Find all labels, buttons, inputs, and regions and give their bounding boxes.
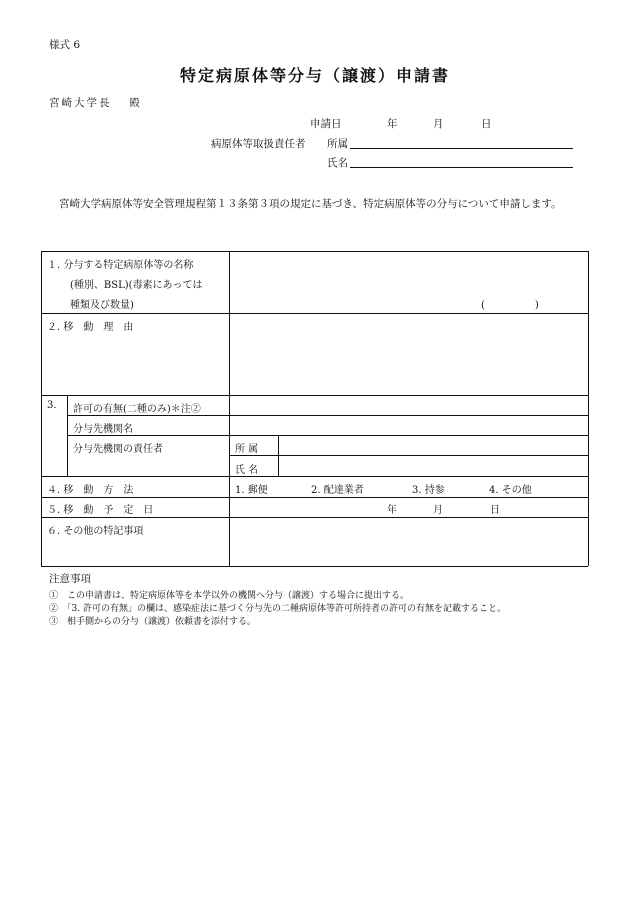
affiliation-field[interactable] xyxy=(350,148,573,149)
note-item: ① この申請書は、特定病原体等を本学以外の機関へ分与（譲渡）する場合に提出する。 xyxy=(49,591,410,601)
form-number: 様式 6 xyxy=(49,39,81,51)
row1-quantity-parentheses[interactable]: ( ) xyxy=(481,300,539,311)
row3-org-label: 分与先機関名 xyxy=(73,424,133,435)
table-line xyxy=(67,395,68,476)
manager-label: 病原体等取扱責任者 xyxy=(211,138,306,150)
affiliation-label: 所属 xyxy=(327,138,348,150)
option-courier[interactable]: 2. 配達業者 xyxy=(311,485,364,496)
row2-label: ２. 移 動 理 由 xyxy=(47,322,134,333)
row1-label-line3: 種類及び数量) xyxy=(70,300,134,311)
name-field[interactable] xyxy=(350,167,573,168)
body-text: 宮崎大学病原体等安全管理規程第１３条第３項の規定に基づき、特定病原体等の分与について申請します。 xyxy=(59,198,562,210)
addressee: 宮崎大学長 殿 xyxy=(49,97,142,109)
name-label: 氏名 xyxy=(327,157,348,169)
table-line xyxy=(67,435,588,436)
table-line xyxy=(229,455,588,456)
date-year-label: 年 xyxy=(387,118,398,130)
note-item: ② 「3. 許可の有無」の欄は、感染症法に基づく分与先の二種病原体等許可所持者の許可の有無を記載すること。 xyxy=(49,604,506,614)
table-border-top xyxy=(41,251,588,252)
row5-day-label: 日 xyxy=(490,505,500,516)
row3-affiliation-label: 所 属 xyxy=(235,444,259,455)
table-line xyxy=(229,251,230,566)
row3-permit-label: 許可の有無(二種のみ)＊注② xyxy=(73,404,201,415)
row5-label: ５. 移 動 予 定 日 xyxy=(47,505,154,516)
notes-title: 注意事項 xyxy=(49,573,91,585)
option-mail[interactable]: 1. 郵便 xyxy=(235,485,268,496)
row6-label: ６. その他の特記事項 xyxy=(47,526,144,537)
table-line xyxy=(41,476,588,477)
table-line xyxy=(41,497,588,498)
page-title: 特定病原体等分与（譲渡）申請書 xyxy=(179,66,450,85)
table-line xyxy=(41,395,588,396)
date-month-label: 月 xyxy=(433,118,444,130)
date-label: 申請日 xyxy=(310,118,342,130)
row1-label-line2: (種別、BSL)(毒素にあっては xyxy=(70,280,203,291)
row3-manager-label: 分与先機関の責任者 xyxy=(73,444,163,455)
note-item: ③ 相手側からの分与（譲渡）依頼書を添付する。 xyxy=(49,617,257,627)
row3-name-label: 氏 名 xyxy=(235,465,259,476)
table-line xyxy=(278,435,279,476)
table-line xyxy=(67,415,588,416)
row5-month-label: 月 xyxy=(433,505,443,516)
table-line xyxy=(41,313,588,314)
row5-year-label: 年 xyxy=(387,505,397,516)
row4-label: ４. 移 動 方 法 xyxy=(47,485,134,496)
table-border-left xyxy=(41,251,42,566)
row3-number: 3. xyxy=(47,400,57,411)
table-border-bottom xyxy=(41,566,588,567)
table-border-right xyxy=(588,251,589,566)
table-line xyxy=(41,517,588,518)
date-day-label: 日 xyxy=(481,118,492,130)
option-other[interactable]: 4. その他 xyxy=(489,485,532,496)
row1-label-line1: １. 分与する特定病原体等の名称 xyxy=(47,260,194,271)
option-hand-carry[interactable]: 3. 持参 xyxy=(412,485,445,496)
